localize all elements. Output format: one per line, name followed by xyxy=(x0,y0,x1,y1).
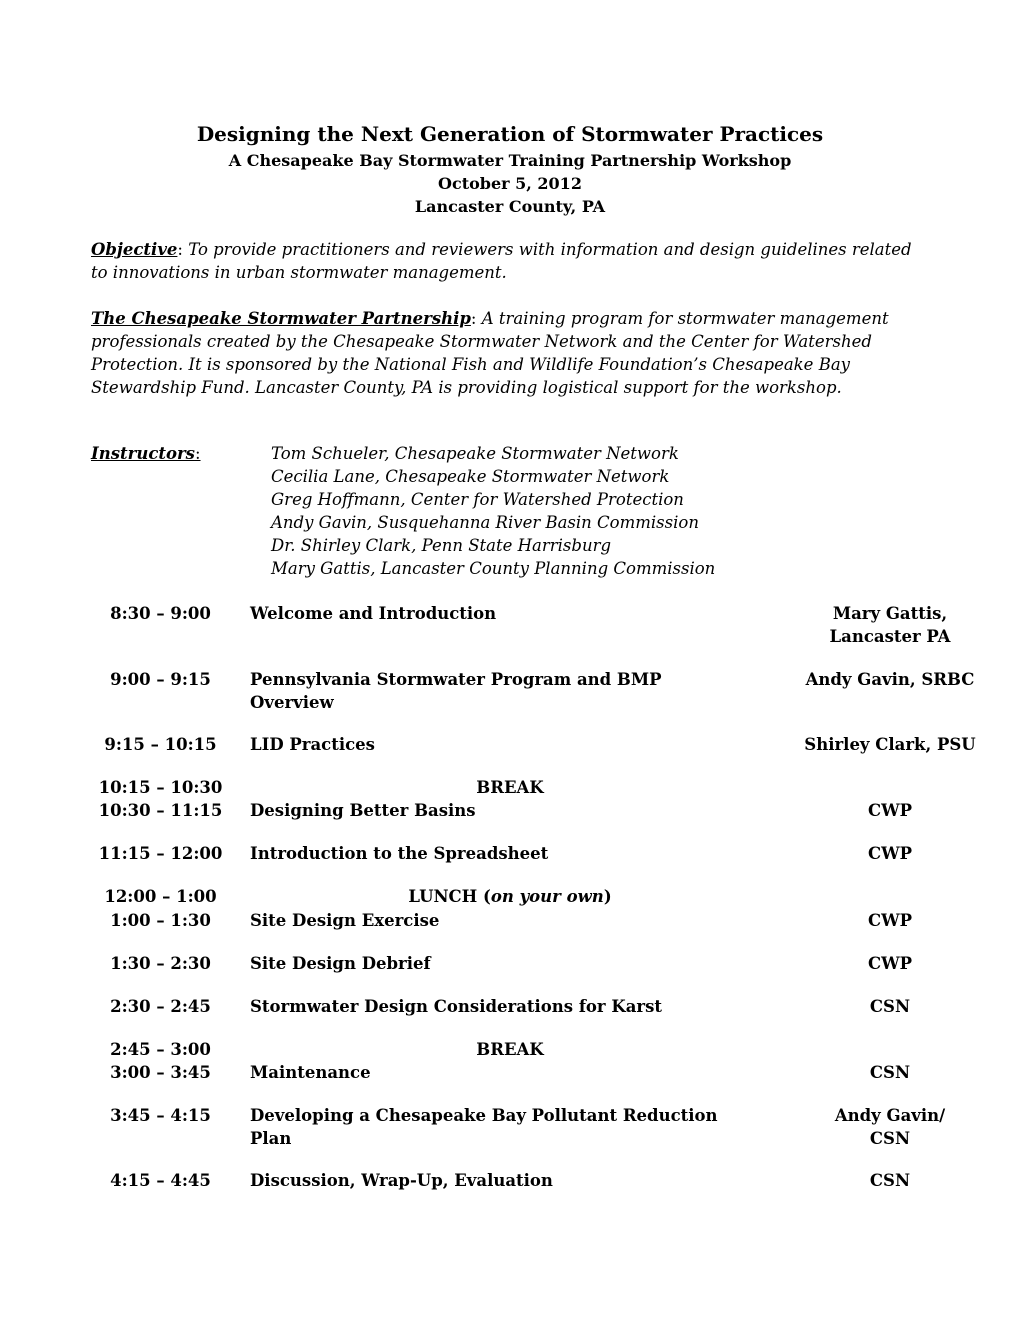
agenda-time: 3:00 – 3:45 xyxy=(110,1063,211,1082)
agenda-topic xyxy=(250,668,780,714)
agenda-break-label: BREAK xyxy=(476,778,544,797)
instructors-colon: : xyxy=(194,444,201,463)
instructors-label-wrap xyxy=(91,442,201,465)
agenda-speaker-line: Andy Gavin/ xyxy=(834,1106,946,1125)
agenda-speaker: CWP xyxy=(867,801,913,820)
agenda-time: 9:00 – 9:15 xyxy=(110,670,211,689)
instructor-item: Cecilia Lane, Chesapeake Stormwater Network xyxy=(271,467,670,486)
partnership-colon: : xyxy=(470,309,477,328)
agenda-time: 11:15 – 12:00 xyxy=(98,844,223,863)
partnership-text: A training program for stormwater management professionals created by the Chesapeake Stormwater Network and the Center for Watershed Protection. It is sponsored by the National Fish and Wildlife Foundation’s Chesapeake Bay Stewardship Fund. Lancaster County, PA is providing logistical support for the workshop. xyxy=(91,309,889,397)
instructors-label: Instructors xyxy=(91,444,195,463)
objective-label: Objective xyxy=(91,240,178,259)
agenda-time: 10:15 – 10:30 xyxy=(98,778,223,797)
agenda-speaker: CSN xyxy=(869,997,911,1016)
agenda-break-label: BREAK xyxy=(476,1040,544,1059)
agenda-topic: Welcome and Introduction xyxy=(250,604,497,623)
agenda-topic: Site Design Debrief xyxy=(250,954,431,973)
agenda-time: 3:45 – 4:15 xyxy=(110,1106,211,1125)
agenda-speaker: CWP xyxy=(867,954,913,973)
agenda-topic-line: Developing a Chesapeake Bay Pollutant Reduction xyxy=(250,1106,718,1125)
agenda-time: 1:30 – 2:30 xyxy=(110,954,211,973)
lunch-italic: on your own xyxy=(490,887,604,906)
objective-paragraph xyxy=(91,238,931,284)
instructor-item: Tom Schueler, Chesapeake Stormwater Network xyxy=(271,444,679,463)
agenda-speaker-line: Mary Gattis, xyxy=(832,604,948,623)
agenda-speaker: Andy Gavin, SRBC xyxy=(805,670,975,689)
instructor-item: Greg Hoffmann, Center for Watershed Protection xyxy=(271,490,684,509)
agenda-time: 1:00 – 1:30 xyxy=(110,911,211,930)
agenda-speaker-line: CSN xyxy=(869,1129,911,1148)
agenda-time: 8:30 – 9:00 xyxy=(110,604,211,623)
agenda-topic: Maintenance xyxy=(250,1063,371,1082)
workshop-date: October 5, 2012 xyxy=(438,174,582,193)
agenda-topic: Designing Better Basins xyxy=(250,801,476,820)
agenda-speaker: CWP xyxy=(867,844,913,863)
agenda-topic: Site Design Exercise xyxy=(250,911,440,930)
agenda-time: 9:15 – 10:15 xyxy=(104,735,217,754)
partnership-label: The Chesapeake Stormwater Partnership xyxy=(91,309,471,328)
agenda-topic-line: Plan xyxy=(250,1129,292,1148)
agenda-topic-line: Overview xyxy=(250,693,334,712)
objective-colon: : xyxy=(177,240,183,259)
lunch-suffix: ) xyxy=(603,887,612,906)
agenda-speaker-line: Lancaster PA xyxy=(829,627,951,646)
instructor-item: Dr. Shirley Clark, Penn State Harrisburg xyxy=(271,536,612,555)
agenda-topic: LID Practices xyxy=(250,735,375,754)
objective-text: To provide practitioners and reviewers with information and design guidelines related to innovations in urban stormwater management. xyxy=(91,240,912,282)
agenda-time: 2:30 – 2:45 xyxy=(110,997,211,1016)
workshop-subtitle: A Chesapeake Bay Stormwater Training Partnership Workshop xyxy=(228,151,792,170)
agenda-speaker: Shirley Clark, PSU xyxy=(804,735,976,754)
agenda-topic: Discussion, Wrap-Up, Evaluation xyxy=(250,1171,553,1190)
agenda-time: 2:45 – 3:00 xyxy=(110,1040,211,1059)
agenda-lunch-label xyxy=(250,885,770,908)
agenda-topic-line: Pennsylvania Stormwater Program and BMP xyxy=(250,670,662,689)
instructor-list xyxy=(271,442,871,580)
lunch-prefix: LUNCH ( xyxy=(408,887,491,906)
agenda-speaker: CWP xyxy=(867,911,913,930)
agenda-speaker xyxy=(790,1104,990,1150)
partnership-paragraph xyxy=(91,307,931,399)
agenda-topic: Stormwater Design Considerations for Karst xyxy=(250,997,663,1016)
document-header xyxy=(0,119,1020,218)
agenda-speaker: CSN xyxy=(869,1063,911,1082)
agenda-speaker xyxy=(790,602,990,648)
agenda-time: 12:00 – 1:00 xyxy=(104,887,217,906)
agenda-speaker: CSN xyxy=(869,1171,911,1190)
instructor-item: Andy Gavin, Susquehanna River Basin Commission xyxy=(271,513,699,532)
agenda-time: 4:15 – 4:45 xyxy=(110,1171,211,1190)
agenda-topic xyxy=(250,1104,780,1150)
workshop-location: Lancaster County, PA xyxy=(414,197,606,216)
instructor-item: Mary Gattis, Lancaster County Planning Commission xyxy=(271,559,716,578)
document-title: Designing the Next Generation of Stormwater Practices xyxy=(196,122,824,146)
agenda-time: 10:30 – 11:15 xyxy=(98,801,223,820)
agenda-topic: Introduction to the Spreadsheet xyxy=(250,844,549,863)
